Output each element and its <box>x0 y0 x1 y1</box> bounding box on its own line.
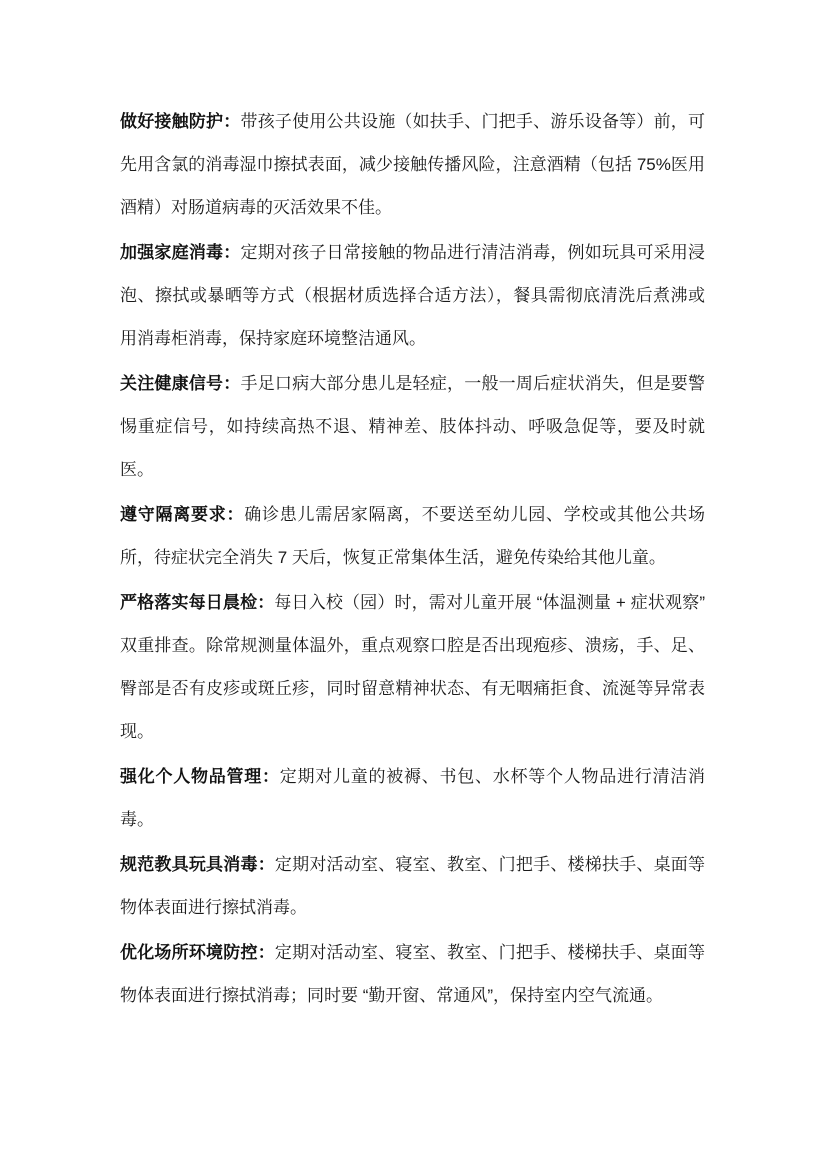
paragraph-isolation-requirements-heading: 遵守隔离要求： <box>120 505 245 524</box>
document-body <box>120 100 705 1017</box>
paragraph-daily-morning-check <box>120 581 705 753</box>
paragraph-contact-protection-text: 带孩子使用公共设施（如扶手、门把手、游乐设备等）前，可先用含氯的消毒湿巾擦拭表面，减少接触传播风险，注意酒精（包括 75%医用酒精）对肠道病毒的灭活效果不佳。 <box>120 112 706 217</box>
paragraph-personal-items-management-heading: 强化个人物品管理： <box>120 767 280 786</box>
paragraph-home-disinfection-text: 定期对孩子日常接触的物品进行清洁消毒，例如玩具可采用浸泡、擦拭或暴晒等方式（根据材质选择合适方法），餐具需彻底清洗后煮沸或用消毒柜消毒，保持家庭环境整洁通风。 <box>120 243 706 348</box>
paragraph-health-signals-heading: 关注健康信号： <box>120 374 241 393</box>
paragraph-contact-protection-heading: 做好接触防护： <box>120 112 241 131</box>
paragraph-home-disinfection <box>120 231 705 360</box>
paragraph-health-signals <box>120 362 705 491</box>
paragraph-personal-items-management-text: 定期对儿童的被褥、书包、水杯等个人物品进行清洁消毒。 <box>120 767 705 829</box>
paragraph-personal-items-management <box>120 755 705 841</box>
paragraph-health-signals-text: 手足口病大部分患儿是轻症，一般一周后症状消失，但是要警惕重症信号，如持续高热不退、精神差、肢体抖动、呼吸急促等，要及时就医。 <box>120 374 706 479</box>
paragraph-teaching-toys-disinfection <box>120 843 705 929</box>
paragraph-isolation-requirements-text: 确诊患儿需居家隔离，不要送至幼儿园、学校或其他公共场所，待症状完全消失 7 天后，恢复正常集体生活，避免传染给其他儿童。 <box>120 505 705 567</box>
paragraph-teaching-toys-disinfection-heading: 规范教具玩具消毒： <box>120 855 275 874</box>
paragraph-environment-control <box>120 931 705 1017</box>
paragraph-environment-control-text: 定期对活动室、寝室、教室、门把手、楼梯扶手、桌面等物体表面进行擦拭消毒；同时要 “勤开窗、常通风”，保持室内空气流通。 <box>120 943 706 1005</box>
paragraph-isolation-requirements <box>120 493 705 579</box>
paragraph-daily-morning-check-text: 每日入校（园）时，需对儿童开展 “体温测量 + 症状观察” 双重排查。除常规测量体温外，重点观察口腔是否出现疱疹、溃疡，手、足、臀部是否有皮疹或斑丘疹，同时留意精神状态、有无咽痛拒食、流涎等异常表现。 <box>120 593 706 741</box>
paragraph-teaching-toys-disinfection-text: 定期对活动室、寝室、教室、门把手、楼梯扶手、桌面等物体表面进行擦拭消毒。 <box>120 855 706 917</box>
paragraph-environment-control-heading: 优化场所环境防控： <box>120 943 275 962</box>
paragraph-contact-protection <box>120 100 705 229</box>
paragraph-daily-morning-check-heading: 严格落实每日晨检： <box>120 593 275 612</box>
paragraph-home-disinfection-heading: 加强家庭消毒： <box>120 243 241 262</box>
